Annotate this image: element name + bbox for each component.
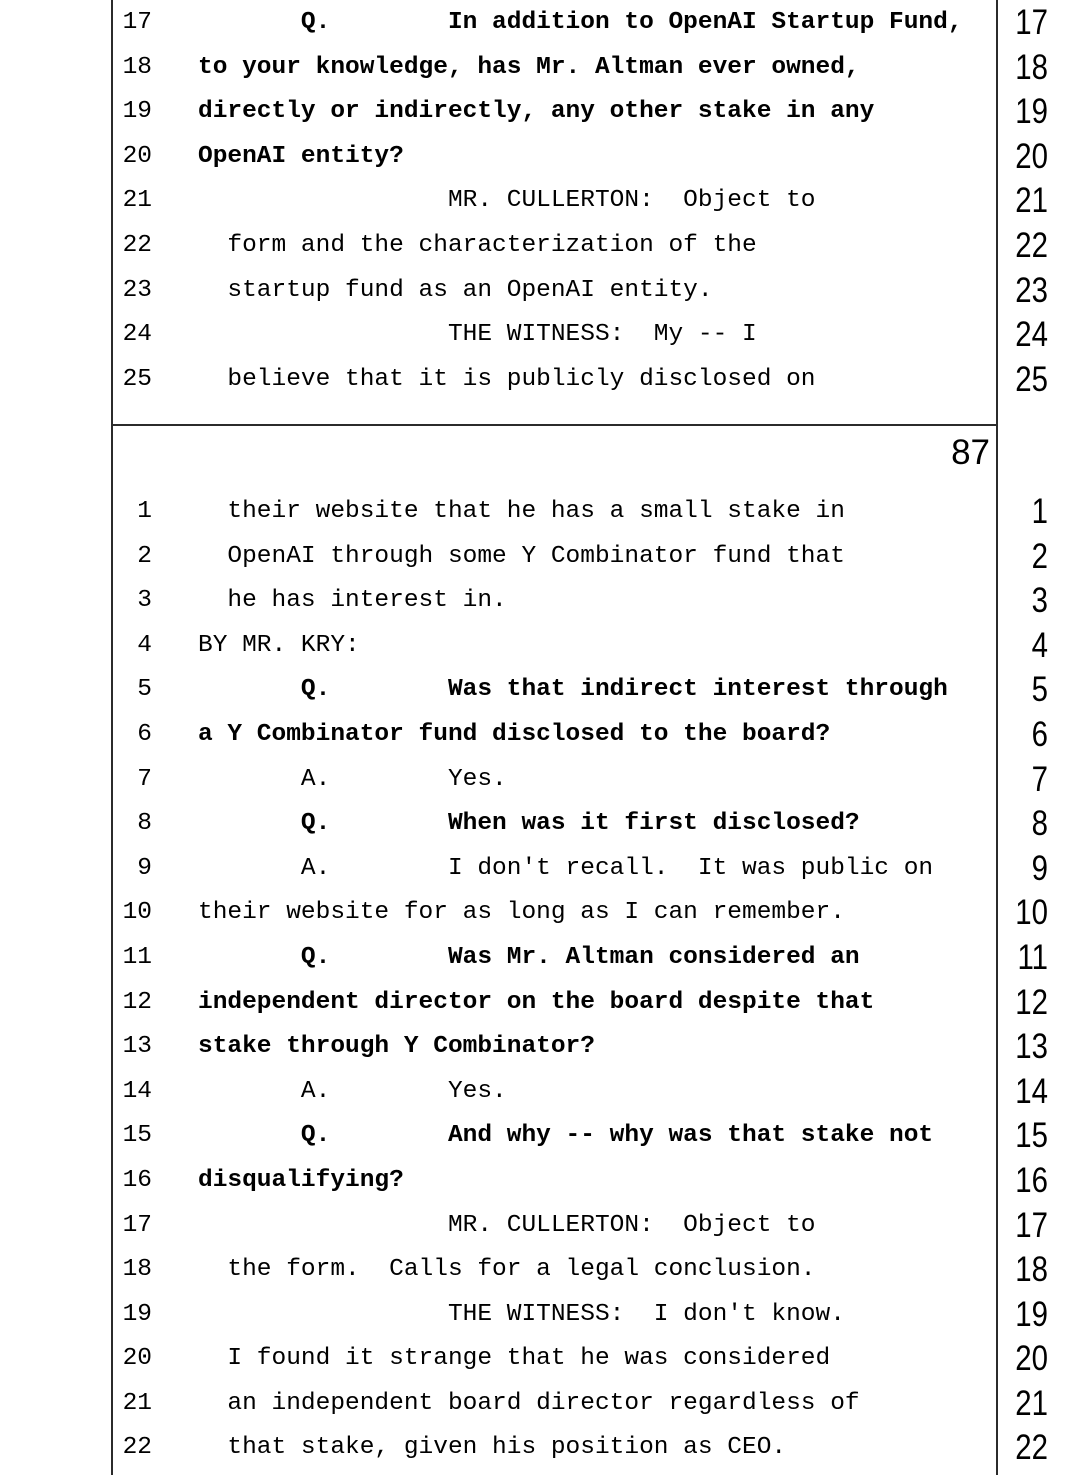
transcript-line-text: independent director on the board despite that xyxy=(198,988,875,1016)
transcript-line xyxy=(0,758,1080,803)
left-line-number: 20 xyxy=(122,1345,152,1373)
right-line-number: 1 xyxy=(1031,492,1048,531)
left-line-number: 3 xyxy=(137,587,152,615)
right-line-number: 16 xyxy=(1015,1160,1048,1200)
right-line-number: 21 xyxy=(1015,1383,1048,1423)
transcript-line-text: Q. Was that indirect interest through xyxy=(198,676,948,704)
right-line-number: 19 xyxy=(1015,92,1048,132)
transcript-line xyxy=(0,46,1080,91)
transcript-line-text: a Y Combinator fund disclosed to the board? xyxy=(198,720,831,748)
left-line-number: 15 xyxy=(122,1122,152,1150)
right-line-number: 13 xyxy=(1015,1027,1048,1067)
transcript-line-text: he has interest in. xyxy=(198,587,507,615)
transcript-line xyxy=(0,579,1080,624)
transcript-line-text: the form. Calls for a legal conclusion. xyxy=(198,1256,816,1284)
right-line-number: 15 xyxy=(1015,1116,1048,1156)
left-line-number: 14 xyxy=(122,1077,152,1105)
left-line-number: 13 xyxy=(122,1033,152,1061)
transcript-line xyxy=(0,1,1080,46)
transcript-line-text: to your knowledge, has Mr. Altman ever owned, xyxy=(198,53,860,81)
transcript-line-text: OpenAI entity? xyxy=(198,142,404,170)
transcript-line-text: startup fund as an OpenAI entity. xyxy=(198,276,713,304)
transcript-line-text: Q. And why -- why was that stake not xyxy=(198,1122,934,1150)
transcript-line xyxy=(0,1248,1080,1293)
left-line-number: 23 xyxy=(122,276,152,304)
transcript-line-text: MR. CULLERTON: Object to xyxy=(198,1211,816,1239)
transcript-line xyxy=(0,1159,1080,1204)
page-block-lower xyxy=(0,490,1080,1471)
left-line-number: 24 xyxy=(122,321,152,349)
left-line-number: 6 xyxy=(137,720,152,748)
transcript-line xyxy=(0,1382,1080,1427)
left-line-number: 21 xyxy=(122,187,152,215)
transcript-line xyxy=(0,490,1080,535)
left-line-number: 16 xyxy=(122,1166,152,1194)
left-line-number: 22 xyxy=(122,1434,152,1462)
right-line-number: 9 xyxy=(1031,848,1048,888)
right-line-number: 4 xyxy=(1031,625,1048,665)
transcript-line-text: their website that he has a small stake in xyxy=(198,498,845,525)
transcript-line-text: believe that it is publicly disclosed on xyxy=(198,365,816,393)
right-line-number: 11 xyxy=(1017,937,1048,977)
right-line-number: 10 xyxy=(1015,893,1048,933)
right-line-number: 17 xyxy=(1015,1205,1048,1245)
transcript-line xyxy=(0,936,1080,981)
right-line-number: 21 xyxy=(1015,181,1048,221)
transcript-line-text: MR. CULLERTON: Object to xyxy=(198,187,816,215)
transcript-line xyxy=(0,624,1080,669)
transcript-line xyxy=(0,313,1080,358)
right-line-number: 22 xyxy=(1015,1428,1048,1468)
transcript-line-text: THE WITNESS: I don't know. xyxy=(198,1300,845,1328)
right-line-number: 22 xyxy=(1015,225,1048,265)
transcript-line-text: OpenAI through some Y Combinator fund that xyxy=(198,542,845,570)
transcript-line xyxy=(0,847,1080,892)
left-line-number: 25 xyxy=(122,365,152,393)
right-line-number: 12 xyxy=(1015,982,1048,1022)
right-line-number: 14 xyxy=(1015,1071,1048,1111)
left-line-number: 18 xyxy=(122,53,152,81)
transcript-line xyxy=(0,1070,1080,1115)
transcript-line-text: an independent board director regardless of xyxy=(198,1389,860,1417)
transcript-line-text: Q. When was it first disclosed? xyxy=(198,810,860,838)
transcript-line xyxy=(0,90,1080,135)
transcript-line xyxy=(0,269,1080,314)
transcript-line-text: that stake, given his position as CEO. xyxy=(198,1434,787,1462)
right-line-number: 25 xyxy=(1015,359,1048,399)
left-line-number: 20 xyxy=(122,142,152,170)
transcript-line xyxy=(0,1337,1080,1382)
left-line-number: 1 xyxy=(137,498,152,525)
left-line-number: 18 xyxy=(122,1256,152,1284)
left-line-number: 4 xyxy=(137,631,152,659)
left-line-number: 12 xyxy=(122,988,152,1016)
transcript-line xyxy=(0,1025,1080,1070)
left-line-number: 9 xyxy=(137,854,152,882)
right-line-number: 3 xyxy=(1031,581,1048,621)
transcript-line-text: their website for as long as I can remember. xyxy=(198,899,845,927)
page-number: 87 xyxy=(951,433,990,472)
transcript-line-text: Q. Was Mr. Altman considered an xyxy=(198,943,860,971)
left-line-number: 10 xyxy=(122,899,152,927)
transcript-line-text: form and the characterization of the xyxy=(198,231,757,259)
transcript-line-text: I found it strange that he was considered xyxy=(198,1345,831,1373)
transcript-line xyxy=(0,135,1080,180)
right-line-number: 17 xyxy=(1015,3,1048,42)
transcript-line-text: Q. In addition to OpenAI Startup Fund, xyxy=(198,9,963,36)
right-line-number: 8 xyxy=(1031,804,1048,844)
right-line-number: 7 xyxy=(1031,759,1048,799)
page-separator-line xyxy=(111,424,998,426)
right-line-number: 23 xyxy=(1015,270,1048,310)
left-line-number: 21 xyxy=(122,1389,152,1417)
right-line-number: 20 xyxy=(1015,136,1048,176)
right-line-number: 20 xyxy=(1015,1339,1048,1379)
right-line-number: 5 xyxy=(1031,670,1048,710)
left-line-number: 22 xyxy=(122,231,152,259)
transcript-line xyxy=(0,1204,1080,1249)
transcript-line-text: stake through Y Combinator? xyxy=(198,1033,595,1061)
transcript-line-text: THE WITNESS: My -- I xyxy=(198,321,757,349)
transcript-line xyxy=(0,535,1080,580)
right-line-number: 6 xyxy=(1031,714,1048,754)
transcript-line xyxy=(0,1426,1080,1471)
transcript-line xyxy=(0,179,1080,224)
left-line-number: 17 xyxy=(122,1211,152,1239)
transcript-line xyxy=(0,981,1080,1026)
left-line-number: 17 xyxy=(122,9,152,36)
transcript-line-text: A. Yes. xyxy=(198,765,507,793)
transcript-line xyxy=(0,1293,1080,1338)
transcript-line-text: directly or indirectly, any other stake in any xyxy=(198,98,875,126)
left-line-number: 19 xyxy=(122,1300,152,1328)
left-line-number: 19 xyxy=(122,98,152,126)
right-line-number: 24 xyxy=(1015,315,1048,355)
left-line-number: 7 xyxy=(137,765,152,793)
transcript-line-text: A. I don't recall. It was public on xyxy=(198,854,934,882)
transcript-line-text: BY MR. KRY: xyxy=(198,631,360,659)
right-line-number: 19 xyxy=(1015,1294,1048,1334)
transcript-line xyxy=(0,1114,1080,1159)
right-line-number: 18 xyxy=(1015,1250,1048,1290)
transcript-line xyxy=(0,668,1080,713)
transcript-line xyxy=(0,802,1080,847)
left-line-number: 8 xyxy=(137,810,152,838)
page-block-upper xyxy=(0,1,1080,402)
transcript-line xyxy=(0,358,1080,403)
left-line-number: 5 xyxy=(137,676,152,704)
right-line-number: 18 xyxy=(1015,47,1048,87)
left-line-number: 11 xyxy=(122,943,152,971)
transcript-line-text: disqualifying? xyxy=(198,1166,404,1194)
transcript-line xyxy=(0,224,1080,269)
transcript-line xyxy=(0,713,1080,758)
transcript-line-text: A. Yes. xyxy=(198,1077,507,1105)
right-line-number: 2 xyxy=(1031,536,1048,576)
left-line-number: 2 xyxy=(137,542,152,570)
transcript-line xyxy=(0,891,1080,936)
